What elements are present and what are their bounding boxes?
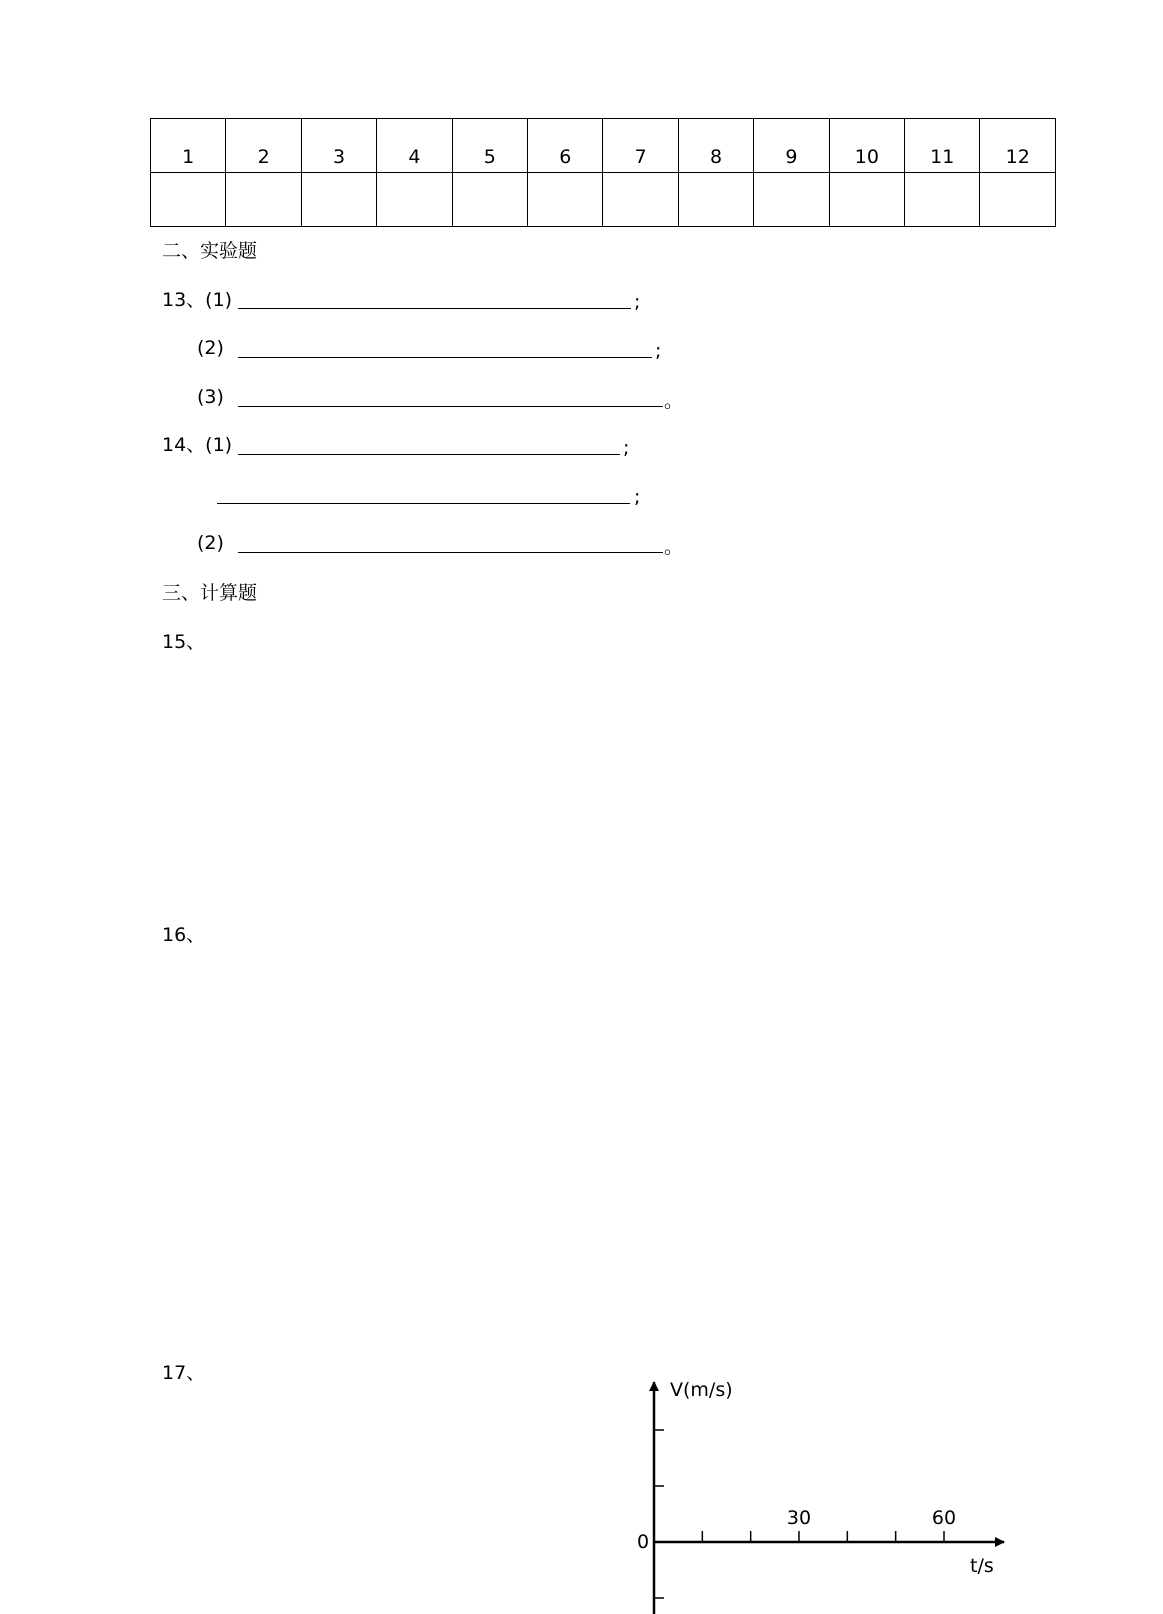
q14-part2-blank[interactable] (238, 552, 663, 553)
answer-cell[interactable] (301, 173, 376, 227)
q14-part1-end: ; (623, 437, 630, 459)
answer-cell[interactable] (829, 173, 904, 227)
answer-cell[interactable] (377, 173, 452, 227)
q15-label: 15、 (162, 631, 206, 653)
question-number-cell: 10 (829, 119, 904, 173)
origin-label: 0 (637, 1531, 650, 1553)
question-number-cell: 1 (151, 119, 226, 173)
y-axis-label: V(m/s) (670, 1379, 733, 1401)
answer-cell[interactable] (905, 173, 980, 227)
q14-part1-blank[interactable] (238, 454, 620, 455)
q13-part1-end: ; (634, 291, 641, 313)
section-2-title: 二、实验题 (162, 240, 258, 262)
question-number-cell: 4 (377, 119, 452, 173)
answer-table-answer-row (151, 173, 1056, 227)
q13-part1-label: 13、(1) (162, 289, 233, 311)
answer-table (150, 118, 1056, 227)
question-number-cell: 5 (452, 119, 527, 173)
answer-cell[interactable] (226, 173, 301, 227)
q13-part2-label: (2) (197, 337, 224, 359)
q14-part1-label: 14、(1) (162, 434, 233, 456)
section-3-title: 三、计算题 (162, 582, 258, 604)
answer-cell[interactable] (452, 173, 527, 227)
question-number-cell: 12 (980, 119, 1056, 173)
question-number-cell: 2 (226, 119, 301, 173)
q16-label: 16、 (162, 924, 206, 946)
answer-cell[interactable] (754, 173, 829, 227)
q14-part2-label: (2) (197, 532, 224, 554)
x-tick-label: 30 (786, 1507, 812, 1529)
question-number-cell: 8 (678, 119, 753, 173)
q13-part1-blank[interactable] (238, 308, 631, 309)
question-number-cell: 11 (905, 119, 980, 173)
q13-part3-end: 。 (664, 390, 684, 412)
x-axis-label: t/s (970, 1555, 994, 1577)
q13-part2-end: ; (655, 340, 662, 362)
answer-cell[interactable] (678, 173, 753, 227)
answer-table-header-row (151, 119, 1056, 173)
answer-cell[interactable] (980, 173, 1056, 227)
question-number-cell: 7 (603, 119, 678, 173)
answer-cell[interactable] (528, 173, 603, 227)
question-number-cell: 3 (301, 119, 376, 173)
q13-part3-blank[interactable] (238, 406, 663, 407)
question-number-cell: 6 (528, 119, 603, 173)
velocity-time-graph (600, 1370, 1020, 1614)
q13-part3-label: (3) (197, 386, 224, 408)
q14-part1b-blank[interactable] (217, 503, 630, 504)
q14-part1b-end: ; (634, 486, 641, 508)
q17-label: 17、 (162, 1362, 206, 1384)
question-number-cell: 9 (754, 119, 829, 173)
q13-part2-blank[interactable] (238, 357, 652, 358)
x-tick-label: 60 (931, 1507, 957, 1529)
answer-cell[interactable] (151, 173, 226, 227)
answer-cell[interactable] (603, 173, 678, 227)
q14-part2-end: 。 (664, 536, 684, 558)
